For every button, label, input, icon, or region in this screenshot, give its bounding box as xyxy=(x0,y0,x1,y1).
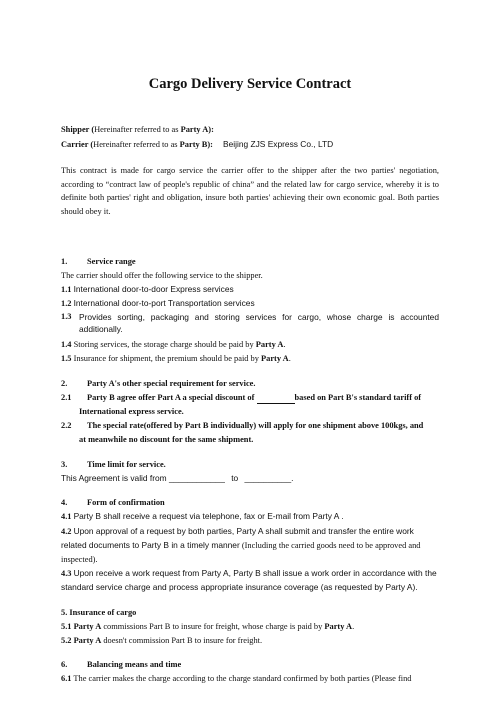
item-6-1: 6.1 The carrier makes the charge according to the charge standard confirmed by both parties (Please find xyxy=(61,674,412,683)
valid-from-blank: ____________ xyxy=(168,473,225,483)
item-2-2-cont: at meanwhile no discount for the same shipment. xyxy=(79,435,254,444)
item-4-2: 4.2 Upon approval of a request by both parties, Party A shall submit and transfer the entire work xyxy=(61,526,414,536)
page-title: Cargo Delivery Service Contract xyxy=(148,76,352,92)
item-5-1: 5.1 Party A commissions Part B to insure for freight, whose charge is paid by Party A. xyxy=(61,622,355,631)
item-4-2-cont: related documents to Party B in a timely manner (Including the carried goods need to be approved and xyxy=(61,540,421,550)
item-4-1: 4.1 Party B shall receive a request via telephone, fax or E-mail from Party A . xyxy=(61,511,344,521)
shipper-line xyxy=(61,124,439,135)
validity-line: This Agreement is valid from ____________ to __________. xyxy=(61,473,294,483)
section-6-heading: 6. Balancing means and time xyxy=(61,660,182,669)
item-2-2: 2.2 The special rate(offered by Part B individually) will apply for one shipment above 100kgs, and xyxy=(61,421,424,430)
section-1-heading: 1. Service range xyxy=(61,257,136,266)
section-2-heading: 2. Party A's other special requirement for service. xyxy=(61,379,256,388)
item-1-4: 1.4 Storing services, the storage charge should be paid by Party A. xyxy=(61,340,286,349)
carrier-label: Carrier ( xyxy=(61,140,94,149)
valid-to-blank: __________. xyxy=(244,473,294,483)
discount-blank xyxy=(257,392,295,404)
item-1-1: 1.1 International door-to-door Express services xyxy=(61,284,234,294)
item-1-2: 1.2 International door-to-port Transportation services xyxy=(61,298,255,308)
shipper-party: Party A): xyxy=(180,125,214,134)
section-1-lead: The carrier should offer the following service to the shipper. xyxy=(61,271,263,280)
intro-paragraph: This contract is made for cargo service the carrier offer to the shipper after the two parties' negotiation, according to “contract law of people's republic of china” and the related law for cargo service, whereby it is to definite both parties' right and obligation, insure both parties' achieving their own economic goal. Both parties should obey it. xyxy=(61,166,439,216)
section-5-heading: 5. Insurance of cargo xyxy=(61,608,137,617)
carrier-text: Hereinafter referred to as xyxy=(93,140,178,149)
item-4-3-cont: standard service charge and process appropriate insurance coverage (as requested by Party A). xyxy=(61,582,418,592)
shipper-text: Hereinafter referred to as xyxy=(94,125,179,134)
carrier-party: Party B): xyxy=(179,140,213,149)
item-1-3: 1.3 Provides sorting, packaging and storing services for cargo, whose charge is accounted additionally. xyxy=(61,312,439,334)
section-4-heading: 4. Form of confirmation xyxy=(61,498,165,507)
carrier-name: Beijing ZJS Express Co., LTD xyxy=(223,139,334,149)
item-4-2-cont2: inspected). xyxy=(61,555,98,564)
item-1-5: 1.5 Insurance for shipment, the premium should be paid by Party A. xyxy=(61,354,291,363)
section-3-heading: 3. Time limit for service. xyxy=(61,460,166,469)
item-5-2: 5.2 Party A doesn't commission Part B to insure for freight. xyxy=(61,636,263,645)
carrier-line xyxy=(61,139,439,150)
item-4-3: 4.3 Upon receive a work request from Party A, Party B shall issue a work order in accordance with the xyxy=(61,568,437,578)
item-2-1: 2.1 Party B agree offer Part A a special discount of based on Part B's standard tariff of xyxy=(61,393,422,402)
shipper-label: Shipper ( xyxy=(61,125,95,134)
item-2-1-cont: International express service. xyxy=(79,407,184,416)
